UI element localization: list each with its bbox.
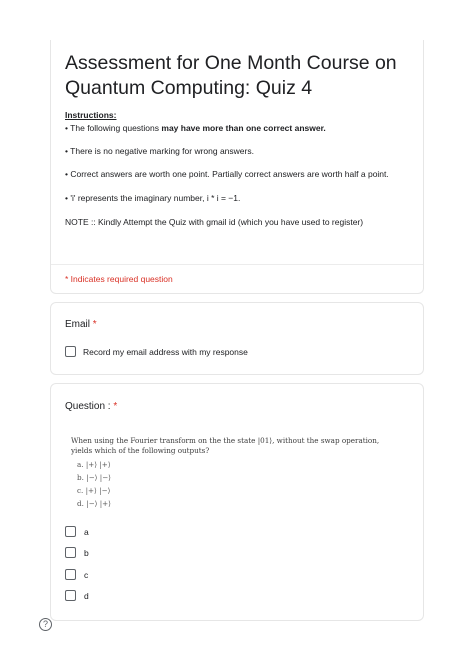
question-card xyxy=(50,383,424,621)
email-required-mark: * xyxy=(92,319,97,330)
question-text: When using the Fourier transform on the the state |01⟩, without the swap operation, yields which of the following outputs? xyxy=(71,436,380,455)
question-label xyxy=(65,401,117,412)
choice-c-label[interactable]: c xyxy=(84,570,89,580)
record-email-checkbox[interactable] xyxy=(65,346,76,357)
question-required-mark: * xyxy=(113,401,118,412)
instruction-line-3: • Correct answers are worth one point. Partially correct answers are worth half a point. xyxy=(65,169,389,179)
form-title: Assessment for One Month Course on Quantum Computing: Quiz 4 xyxy=(65,52,397,99)
instruction-line-4: • 'i' represents the imaginary number, i * i = −1. xyxy=(65,193,241,203)
choice-c-checkbox[interactable] xyxy=(65,569,76,580)
header-divider xyxy=(51,264,423,265)
email-label xyxy=(65,319,97,330)
instruction-line-1-bold: may have more than one correct answer. xyxy=(161,123,326,133)
help-circle-icon[interactable]: ? xyxy=(39,618,52,631)
question-label-text: Question : xyxy=(65,401,111,412)
question-inline-option-d: d. |−⟩ |+⟩ xyxy=(77,499,111,508)
instructions-heading: Instructions: xyxy=(65,110,117,120)
required-note: * Indicates required question xyxy=(65,274,173,284)
choice-d-checkbox[interactable] xyxy=(65,590,76,601)
choice-b-label[interactable]: b xyxy=(84,548,89,558)
choice-b-checkbox[interactable] xyxy=(65,547,76,558)
question-inline-option-c: c. |+⟩ |−⟩ xyxy=(77,486,111,495)
instruction-line-2: • There is no negative marking for wrong answers. xyxy=(65,146,254,156)
email-label-text: Email xyxy=(65,319,91,330)
question-inline-option-a: a. |+⟩ |+⟩ xyxy=(77,460,111,469)
choice-a-label[interactable]: a xyxy=(84,527,89,537)
form-header-card xyxy=(50,40,424,294)
choice-d-label[interactable]: d xyxy=(84,591,89,601)
instruction-note: NOTE :: Kindly Attempt the Quiz with gmail id (which you have used to register) xyxy=(65,217,364,227)
email-card xyxy=(50,302,424,375)
record-email-label[interactable]: Record my email address with my response xyxy=(83,347,248,357)
instruction-line-1-text: • The following questions xyxy=(65,123,162,133)
choice-a-checkbox[interactable] xyxy=(65,526,76,537)
instruction-line-1 xyxy=(65,123,326,133)
question-inline-option-b: b. |−⟩ |−⟩ xyxy=(77,473,111,482)
